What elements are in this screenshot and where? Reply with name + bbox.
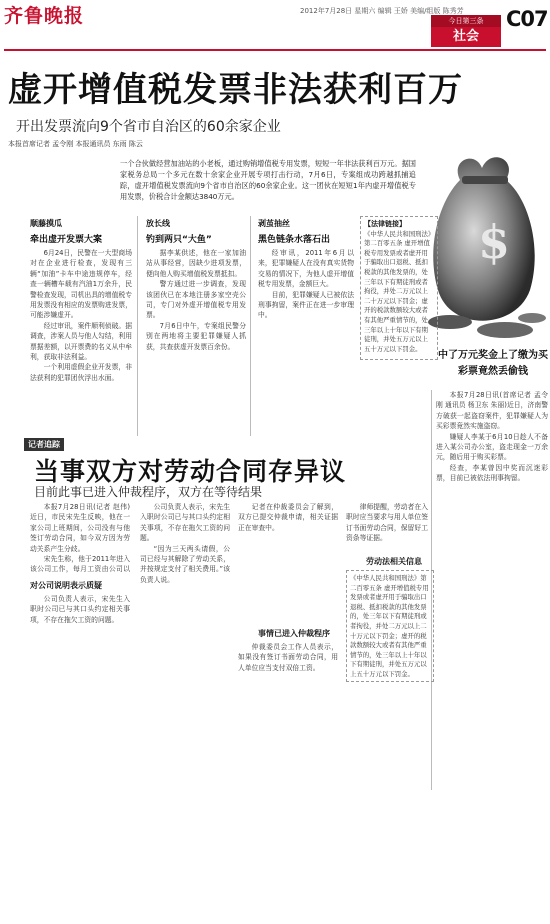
sidebar-title: 中了万元奖金上了缴为买彩票竟然丢偷钱 <box>438 350 548 377</box>
story-2-subhead: 对公司说明表示质疑 <box>30 581 102 590</box>
paragraph: 嫌疑人李某于6月10日趁人不备进入某公司办公室，盗走现金一万余元，随后用于购买彩票。 <box>436 432 548 462</box>
masthead-logo: 齐鲁晚报 <box>4 5 85 27</box>
paragraph: 经查，李某曾因中奖而沉迷彩票，目前已被依法刑事拘留。 <box>436 463 548 483</box>
legal-note-box <box>360 216 438 360</box>
story-2-column-1 <box>30 502 130 574</box>
column-1-kicker: 顺藤摸瓜 <box>30 219 62 228</box>
column-2-body <box>146 248 246 398</box>
page-title: 虚开增值税发票非法获利百万 <box>8 70 463 110</box>
banner-top: 今日第三条 <box>431 15 501 27</box>
column-2-kicker: 放长线 <box>146 219 170 228</box>
paragraph: 记者在仲裁委员会了解到，双方已提交仲裁申请，相关证据正在审查中。 <box>238 503 338 532</box>
paragraph: 仲裁委员会工作人员表示，如果没有签订书面劳动合同，用人单位应当支付双倍工资。 <box>238 643 338 672</box>
byline: 本报首席记者 孟令刚 本报通讯员 东雨 陈云 <box>8 140 143 148</box>
paragraph: 本报7月28日讯(记者 赵伟)近日，市民宋先生反映，他在一家公司上班期间，公司没有与他签订劳动合同，如今双方因为劳动关系产生分歧。 <box>30 503 130 553</box>
paragraph: 公司负责人表示，宋先生入职时公司已与其口头约定相关事项，不存在拖欠工资的问题。 <box>140 503 230 543</box>
story-2-column-4 <box>346 502 428 552</box>
paragraph: 目前，犯罪嫌疑人已被依法刑事拘留，案件正在进一步审理中。 <box>258 290 354 320</box>
section-banner <box>431 15 501 47</box>
story-2-column-3-more <box>238 642 338 682</box>
labor-law-text: 《中华人民共和国刑法》第二百零五条 虚开增值税专用发票或者虚开用于骗取出口退税、抵扣税款的其他发票的，处三年以下有期徒刑或者拘役，并处二万元以上二十万元以下罚金；虚开的税款数额较大或者有其他严重情节的，处三年以上十年以下有期徒刑，并处五万元以上五十万元以下罚金。 <box>350 574 429 678</box>
section-tag: 记者追踪 <box>24 438 64 451</box>
column-1-body <box>30 248 132 438</box>
column-2-title: 钓到两只“大鱼” <box>146 235 212 245</box>
paragraph: 据李某供述，他在一家加油站从事经营，因缺少进项发票，便向他人购买增值税发票抵扣。 <box>146 249 246 278</box>
story-2-column-3 <box>238 502 338 592</box>
paragraph: 律师提醒，劳动者在入职时应当要求与用人单位签订书面劳动合同，保留好工资条等证据。 <box>346 503 428 543</box>
sidebar-body <box>436 390 548 790</box>
labor-law-box <box>346 570 434 682</box>
paragraph: “因为三天两头请假，公司已经与其解除了劳动关系，并按规定支付了相关费用。”该负责人说。 <box>140 544 230 584</box>
lead-paragraph: 一个合伙做经营加油站的小老板，通过购销增值税专用发票，短短一年非法获利百万元。据国家税务总局一个多元在数十余家企业开展专项打击行动，7月6日，专案组成功跨越抓捕追踪，虚开增值税发票流向9个省市自治区的60余家企业。这一团伙在短短1年内虚开增值税专用发票，价税合计金额达3840万元。 <box>120 159 416 201</box>
page-subtitle: 开出发票流向9个省市自治区的60余家企业 <box>16 119 281 135</box>
story-2-subhead: 劳动法相关信息 <box>366 557 422 566</box>
column-3-body <box>258 248 354 428</box>
column-1-title: 牵出虚开发票大案 <box>30 235 103 245</box>
legal-note-title: 【法律链接】 <box>364 220 406 228</box>
paragraph: 7月6日中午，专案组民警分别在两地将主要犯罪嫌疑人抓获，共查获虚开发票百余份。 <box>146 321 246 351</box>
story-2-title: 当事双方对劳动合同存异议 <box>34 457 347 486</box>
masthead-info: 2012年7月28日 星期六 编辑 王娇 美编/组版 陈秀芳 <box>300 7 464 15</box>
paragraph: 警方通过进一步调查，发现该团伙已在本地注册多家空壳公司，专门对外虚开增值税专用发票。 <box>146 280 246 320</box>
column-3-kicker: 剥茧抽丝 <box>258 219 290 228</box>
legal-note-text: 《中华人民共和国刑法》第二百零五条 虚开增值税专用发票或者虚开用于骗取出口退税、抵扣税款的其他发票的，处三年以下有期徒刑或者拘役，并处二万元以上二十万元以下罚金；虚开的税款数额较大或者有其他严重情节的，处三年以上十年以下有期徒刑，并处五万元以上五十万元以下罚金。 <box>364 229 432 353</box>
story-2-subtitle: 目前此事已进入仲裁程序，双方在等待结果 <box>34 485 263 499</box>
paragraph: 6月24日，民警在一大型商场对在企业进行检查，发现有三辆“加油”卡车中途违规停车，经查一辆槽车载有汽油1万余升，民警检查发现，司机出具的增值税专用发票没有相应的发票购进发票，可能涉嫌虚开。 <box>30 249 132 320</box>
column-divider <box>250 216 251 436</box>
column-divider <box>137 216 138 436</box>
column-3-title: 黑色链条水落石出 <box>258 235 331 245</box>
paragraph: 一个利用虚假企业开发票，非法获利的犯罪团伙浮出水面。 <box>30 363 132 382</box>
masthead-rule <box>4 49 546 51</box>
paragraph: 公司负责人表示，宋先生入职时公司已与其口头约定相关事项，不存在拖欠工资的问题。 <box>30 595 130 624</box>
paragraph: 经过审讯，案件顺利侦破。据调查，涉案人员与他人勾结，利用票据差额，以开票费的名义从中牟利，获取非法利益。 <box>30 321 132 362</box>
page-number: C07 <box>506 7 548 31</box>
story-2-column-1-more <box>30 594 130 674</box>
paragraph: 本报7月28日讯(首席记者 孟令刚 通讯员 杨卫东 朱丽)近日，济南警方破获一起盗窃案件，犯罪嫌疑人为买彩票竟然实施盗窃。 <box>436 391 548 431</box>
story-2-subhead: 事情已进入仲裁程序 <box>258 629 330 638</box>
story-2-column-2 <box>140 502 230 672</box>
paragraph: 宋先生称，他于2011年进入该公司工作，每月工资由公司以 <box>30 555 130 574</box>
money-bag-illustration <box>420 140 550 345</box>
paragraph: 经审讯，2011年6月以来，犯罪嫌疑人在没有真实货物交易的情况下，为他人虚开增值税专用发票，金额巨大。 <box>258 249 354 289</box>
svg-text:$: $ <box>478 215 511 269</box>
banner-main: 社会 <box>452 29 479 44</box>
